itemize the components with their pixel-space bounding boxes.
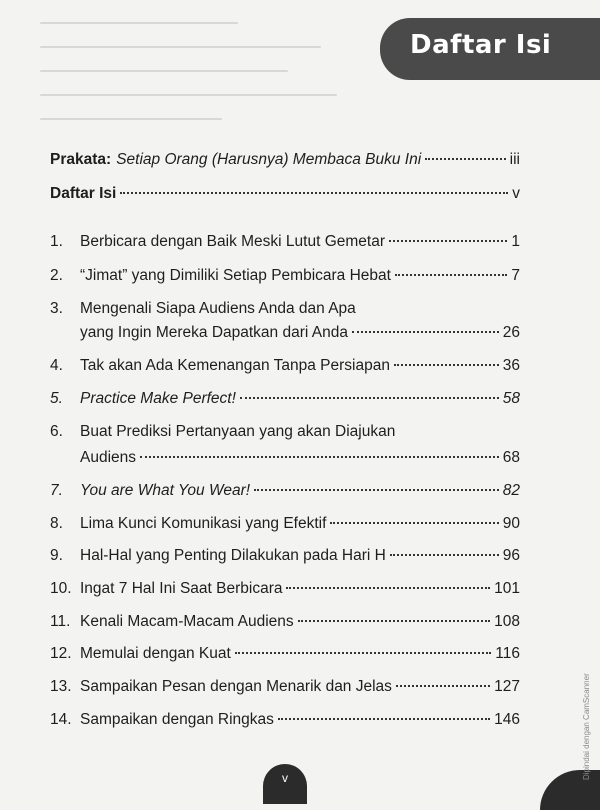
toc-entry-page: iii [509,151,520,168]
dot-leader [425,158,505,160]
page-number: v [282,771,288,785]
toc-entry-prakata[interactable] [50,150,520,170]
toc-chapter-8[interactable] [50,514,520,534]
chapter-number: 2. [50,267,63,284]
toc-chapter-14[interactable] [50,710,520,730]
chapter-number: 14. [50,711,72,728]
page-title: Daftar Isi [410,30,552,60]
toc-chapter-2[interactable] [50,266,520,286]
chapter-number: 12. [50,645,72,662]
toc-chapter-1[interactable] [50,232,520,252]
dot-leader [390,554,499,556]
chapter-title: Berbicara dengan Baik Meski Lutut Gemetar [80,233,385,250]
chapter-page: 146 [494,711,520,728]
chapter-title: Tak akan Ada Kemenangan Tanpa Persiapan [80,357,390,374]
toc-chapter-12[interactable] [50,644,520,664]
chapter-title: Buat Prediksi Pertanyaan yang akan Diajukan [80,423,396,440]
chapter-number: 6. [50,423,63,440]
chapter-number: 8. [50,515,63,532]
chapter-title: Hal-Hal yang Penting Dilakukan pada Hari H [80,547,386,564]
chapter-number: 11. [50,613,71,630]
toc-chapter-7[interactable] [50,481,520,501]
chapter-page: 90 [502,515,520,532]
chapter-number: 13. [50,678,72,695]
chapter-number: 1. [50,233,63,250]
chapter-number: 4. [50,357,63,374]
dot-leader [330,522,498,524]
chapter-title: Ingat 7 Hal Ini Saat Berbicara [80,580,283,597]
toc-chapter-10[interactable] [50,579,520,599]
chapter-number: 5. [50,390,63,407]
chapter-page: 96 [502,547,520,564]
toc-entry-daftar-isi[interactable] [50,184,520,204]
toc-chapter-3[interactable] [50,299,520,343]
toc-chapter-5[interactable] [50,389,520,409]
chapter-page: 7 [511,267,520,284]
dot-leader [352,331,499,333]
scanner-watermark: Dipindai dengan CamScanner [582,673,591,780]
toc-chapter-6[interactable] [50,422,520,468]
chapter-page: 108 [494,613,520,630]
toc-entry-label: Prakata: [50,151,112,168]
chapter-number: 10. [50,580,72,597]
chapter-page: 1 [511,233,520,250]
bleed-through-text [40,0,370,130]
dot-leader [389,240,507,242]
chapter-title: Practice Make Perfect! [80,390,236,407]
chapter-page: 26 [502,324,520,341]
chapter-page: 101 [494,580,520,597]
chapter-title: Sampaikan dengan Ringkas [80,711,274,728]
chapter-page: 82 [502,482,520,499]
toc-chapter-9[interactable] [50,546,520,566]
dot-leader [298,620,490,622]
chapter-page: 58 [502,390,520,407]
dot-leader [286,587,490,589]
dot-leader [235,652,491,654]
dot-leader [394,364,499,366]
toc-entry-page: v [512,185,520,202]
toc-entry-label: Daftar Isi [50,185,117,202]
chapter-title: “Jimat” yang Dimiliki Setiap Pembicara Hebat [80,267,391,284]
dot-leader [396,685,490,687]
dot-leader [278,718,490,720]
chapter-title: Lima Kunci Komunikasi yang Efektif [80,515,327,532]
chapter-page: 36 [502,357,520,374]
dot-leader [140,456,499,458]
dot-leader [240,397,499,399]
chapter-number: 7. [50,482,63,499]
chapter-title: Memulai dengan Kuat [80,645,231,662]
chapter-number: 9. [50,547,63,564]
chapter-title: Mengenali Siapa Audiens Anda dan Apa [80,300,356,317]
chapter-page: 127 [494,678,520,695]
dot-leader [254,489,499,491]
toc-chapter-4[interactable] [50,356,520,376]
toc-entry-title: Setiap Orang (Harusnya) Membaca Buku Ini [116,151,422,168]
chapter-title-continued: yang Ingin Mereka Dapatkan dari Anda [80,324,348,341]
chapter-title-continued: Audiens [80,449,137,466]
dot-leader [120,192,508,194]
chapter-number: 3. [50,300,63,317]
dot-leader [395,274,507,276]
chapter-page: 68 [502,449,520,466]
chapter-title: Sampaikan Pesan dengan Menarik dan Jelas [80,678,392,695]
chapter-title: Kenali Macam-Macam Audiens [80,613,294,630]
chapter-page: 116 [495,645,520,662]
chapter-title: You are What You Wear! [80,482,251,499]
toc-chapter-13[interactable] [50,677,520,697]
toc-chapter-11[interactable] [50,612,520,632]
